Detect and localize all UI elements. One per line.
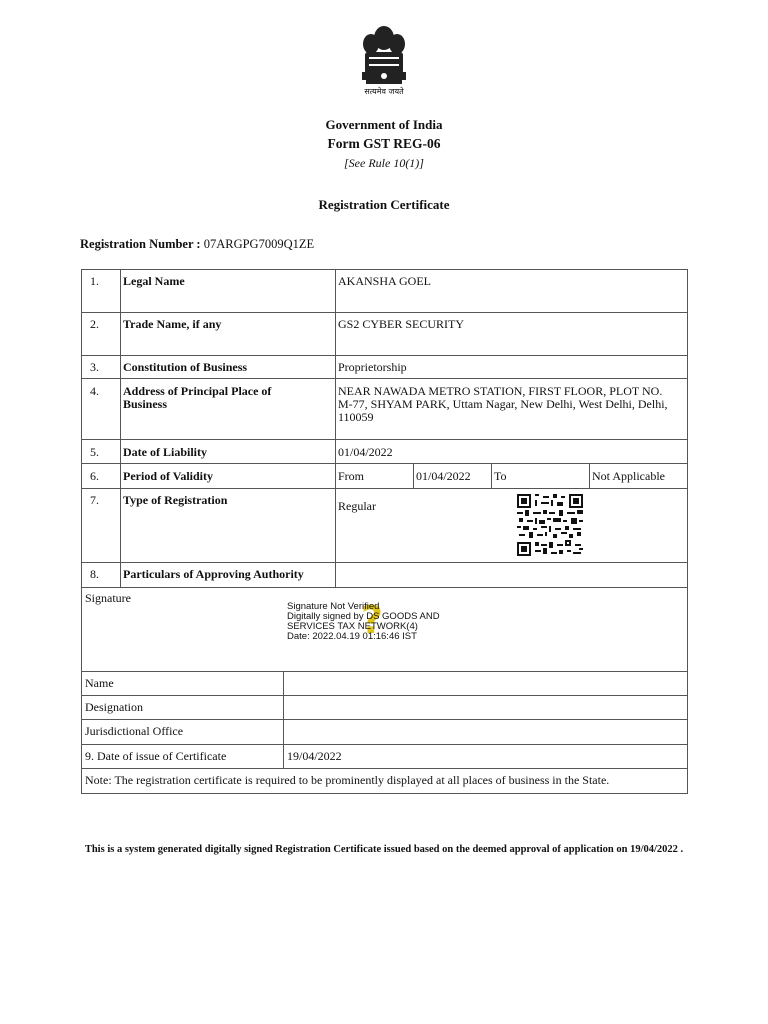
table-row — [81, 439, 121, 464]
display-note: Note: The registration certificate is required to be prominently displayed at all places of business in the State. — [85, 773, 610, 787]
table-row — [81, 488, 121, 563]
certificate-title: Registration Certificate — [318, 197, 450, 212]
table-row — [335, 488, 688, 563]
row-number: 8. — [90, 567, 99, 581]
row-label-legal-name: Legal Name — [123, 274, 185, 288]
issue-date-label: 9. Date of issue of Certificate — [85, 749, 227, 763]
registration-number-label: Registration Number : — [80, 237, 201, 251]
qr-code-icon — [517, 494, 583, 556]
row-label-period-of-validity: Period of Validity — [123, 469, 214, 483]
address-value: NEAR NAWADA METRO STATION, FIRST FLOOR, PLOT NO. M-77, SHYAM PARK, Uttam Nagar, New Delhi, West Delhi, Delhi, 110059 — [338, 384, 668, 424]
registration-type-value: Regular — [338, 499, 376, 513]
footer-statement: This is a system generated digitally signed Registration Certificate issued based on the deemed approval of application on 19/04/2022 . — [84, 844, 684, 855]
name-label: Name — [85, 676, 114, 690]
row-label-trade-name: Trade Name, if any — [123, 317, 222, 331]
row-label-type-of-registration: Type of Registration — [123, 493, 228, 507]
row-label-date-of-liability: Date of Liability — [123, 445, 207, 459]
validity-to-label: To — [494, 469, 507, 483]
row-number: 7. — [90, 493, 99, 507]
table-row — [81, 355, 121, 379]
table-row — [81, 269, 121, 313]
table-row — [81, 562, 121, 588]
row-label-address: Address of Principal Place of Business — [123, 384, 272, 411]
designation-label: Designation — [85, 700, 143, 714]
signature-signer: Digitally signed by DS GOODS AND — [287, 611, 440, 622]
signature-signer-org: SERVICES TAX NETWORK(4) — [287, 621, 418, 632]
trade-name-value: GS2 CYBER SECURITY — [338, 317, 465, 331]
table-row — [81, 378, 121, 440]
table-row — [81, 463, 121, 489]
table-row — [335, 562, 688, 588]
row-number: 3. — [90, 360, 99, 374]
form-title: Form GST REG-06 — [327, 136, 441, 151]
row-label-approving-authority: Particulars of Approving Authority — [123, 567, 304, 581]
validity-to-value: Not Applicable — [592, 469, 665, 483]
signature-label: Signature — [85, 591, 131, 605]
issue-date-value: 19/04/2022 — [287, 749, 342, 763]
table-row — [283, 671, 688, 696]
constitution-value: Proprietorship — [338, 360, 407, 374]
registration-number — [80, 237, 314, 252]
row-number: 6. — [90, 469, 99, 483]
row-number: 1. — [90, 274, 99, 288]
date-of-liability-value: 01/04/2022 — [338, 445, 393, 459]
validity-from-value: 01/04/2022 — [416, 469, 471, 483]
signature-status: Signature Not Verified — [287, 601, 380, 612]
signature-date: Date: 2022.04.19 01:16:46 IST — [287, 631, 417, 642]
table-row — [283, 695, 688, 720]
government-title: Government of India — [325, 117, 443, 132]
table-row — [283, 719, 688, 745]
digital-signature-stamp — [287, 598, 477, 642]
table-row — [283, 744, 688, 769]
table-row — [81, 312, 121, 356]
rule-reference: [See Rule 10(1)] — [344, 156, 424, 170]
registration-number-value: 07ARGPG7009Q1ZE — [203, 237, 315, 251]
legal-name-value: AKANSHA GOEL — [338, 274, 431, 288]
jurisdictional-office-label: Jurisdictional Office — [85, 724, 184, 738]
unverified-signature-icon: ? — [361, 598, 384, 642]
row-number: 5. — [90, 445, 99, 459]
validity-from-label: From — [338, 469, 365, 483]
row-label-constitution: Constitution of Business — [123, 360, 248, 374]
row-number: 4. — [90, 384, 99, 398]
row-number: 2. — [90, 317, 99, 331]
motto-text: सत्यमेव जयते — [364, 87, 404, 96]
